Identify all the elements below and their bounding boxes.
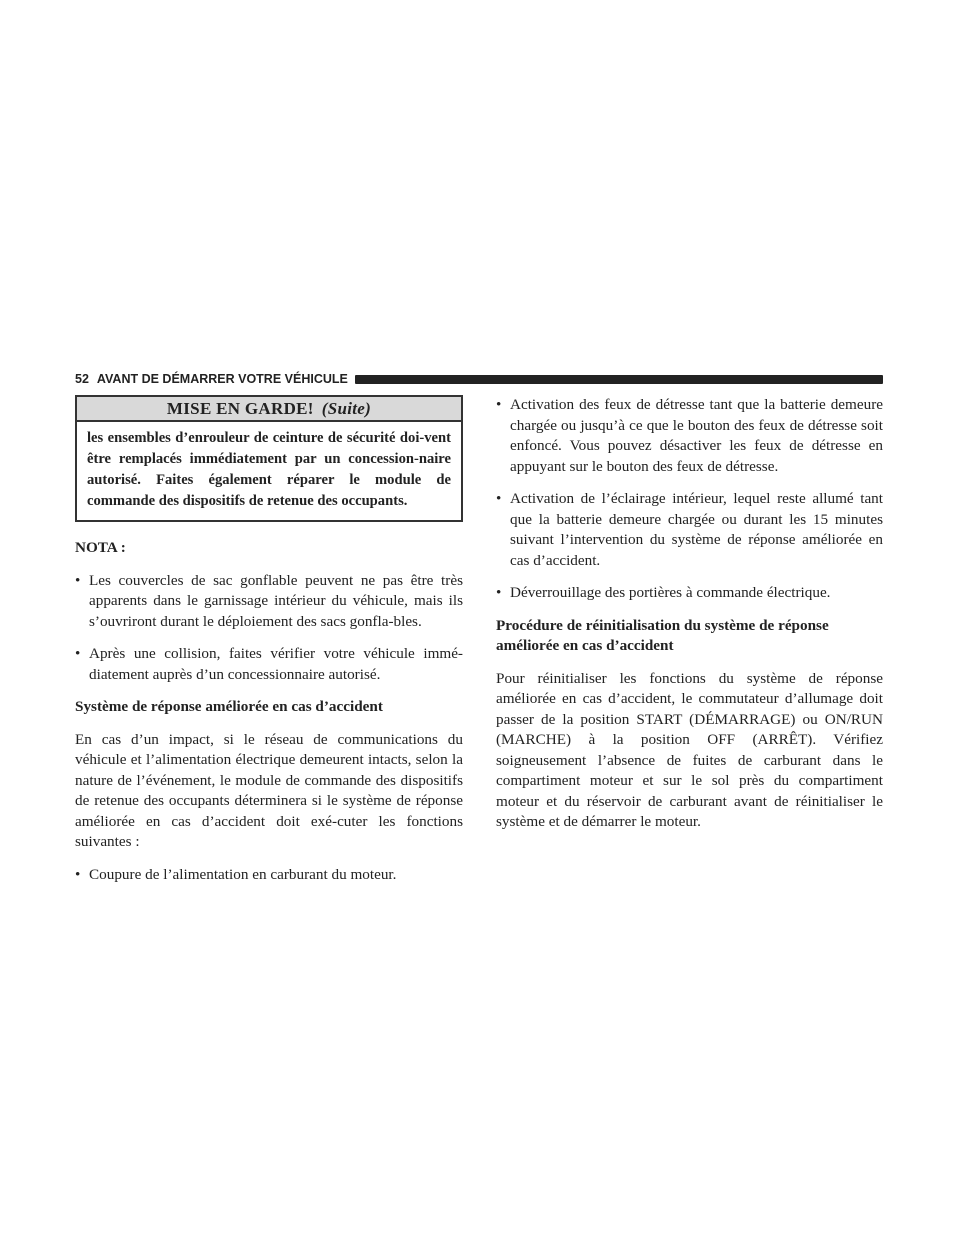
bullet-icon: • (75, 571, 81, 589)
nota-label: NOTA : (75, 539, 126, 556)
list-item (496, 489, 883, 571)
body-paragraph: Pour réinitialiser les fonctions du système de réponse améliorée en cas d’accident, le commutateur d’allumage doit passer de la position START (DÉMARRAGE) ou ON/RUN (MARCHE) à la position OFF (ARRÊT). Vérifiez soigneusement l’absence de fuites de carburant dans le compartiment moteur et sur le sol près du compartiment moteur et du réservoir de carburant avant de réinitialiser le système et de démarrer le moteur. (496, 669, 883, 830)
warning-title: MISE EN GARDE! (166, 399, 314, 418)
warning-header (77, 397, 461, 422)
list-item (75, 644, 463, 685)
list-item-text: Activation des feux de détresse tant que la batterie demeure chargée ou jusqu’à ce que le bouton des feux de détresse soit enfoncé. Vous pouvez désactiver les feux de détresse en appuyant sur le bouton des feux de détresse. (510, 396, 883, 475)
warning-text: les ensembles d’enrouleur de ceinture de sécurité doi-vent être remplacés immédiatement par un concession-naire autorisé. Faites également réparer le module de commande des dispositifs de retenue des occupants. (87, 430, 451, 509)
page-header (75, 371, 883, 387)
list-item-text: Déverrouillage des portières à commande électrique. (510, 584, 831, 601)
list-item-text: Après une collision, faites vérifier votre véhicule immé-diatement auprès d’un concessionnaire autorisé. (89, 645, 463, 683)
nota-list (75, 571, 463, 686)
bullet-icon: • (496, 584, 502, 601)
bullet-icon: • (75, 645, 81, 662)
bullet-icon: • (496, 396, 502, 413)
list-item (75, 571, 463, 633)
bullet-icon: • (75, 865, 81, 883)
body-paragraph: En cas d’un impact, si le réseau de communications du véhicule et l’alimentation électrique demeurent intacts, selon la nature de l’événement, le module de commande des dispositifs de retenue des occupants déterminera si le système de réponse améliorée en cas d’accident doit exé-cuter les fonctions suivantes : (75, 730, 463, 850)
function-list (75, 865, 463, 886)
left-column (75, 395, 463, 897)
list-item (496, 395, 883, 477)
list-item (75, 865, 463, 886)
section-heading: Procédure de réinitialisation du système de réponse améliorée en cas d’accident (496, 616, 829, 654)
list-item (496, 583, 883, 604)
page-number: 52 (75, 372, 89, 386)
list-item-text: Coupure de l’alimentation en carburant du moteur. (89, 865, 397, 883)
function-list-continued (496, 395, 883, 604)
section-title: AVANT DE DÉMARRER VOTRE VÉHICULE (96, 372, 348, 386)
warning-box (75, 395, 463, 522)
section-heading: Système de réponse améliorée en cas d’accident (75, 698, 383, 715)
warning-suffix: (Suite) (321, 399, 372, 418)
right-column (496, 395, 883, 845)
bullet-icon: • (496, 490, 502, 507)
header-rule (355, 375, 883, 384)
list-item-text: Activation de l’éclairage intérieur, lequel reste allumé tant que la batterie demeure chargée ou durant les 15 minutes suivant l’intervention du système de réponse améliorée en cas d’accident. (510, 490, 883, 569)
list-item-text: Les couvercles de sac gonflable peuvent ne pas être très apparents dans le garnissage intérieur du véhicule, mais ils s’ouvriront durant le déploiement des sacs gonfla-bles. (89, 571, 463, 630)
